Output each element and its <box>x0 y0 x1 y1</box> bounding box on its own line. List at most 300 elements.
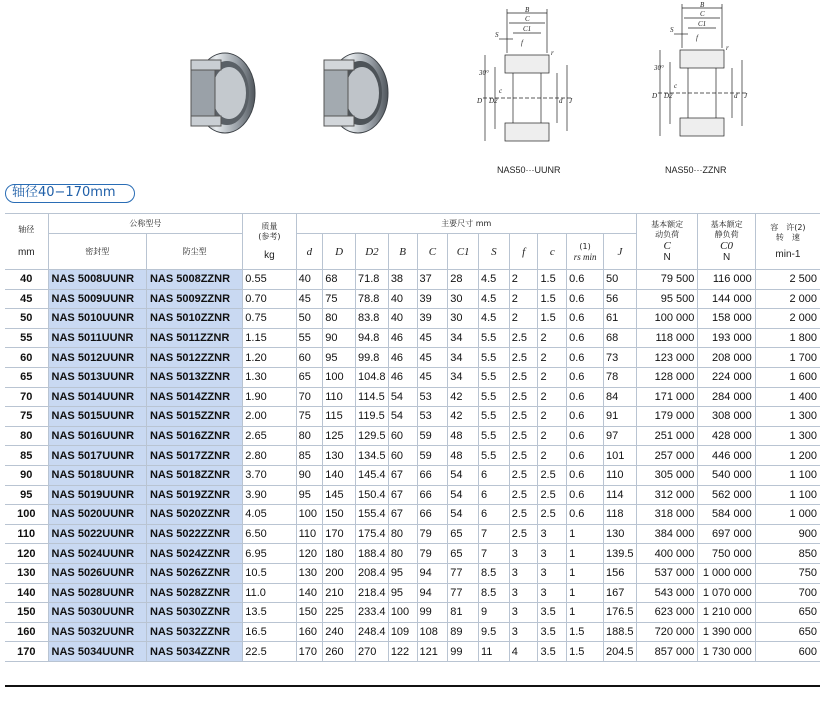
cell-B: 95 <box>388 563 417 583</box>
cell-S: 9.5 <box>479 622 510 642</box>
header-dyn-load: 基本额定 动负荷 C N <box>636 214 698 270</box>
cell-speed: 1 100 <box>755 485 820 505</box>
cell-C: 39 <box>417 309 448 329</box>
cell-model-dustproof: NAS 5012ZZNR <box>146 348 242 368</box>
cell-B: 80 <box>388 524 417 544</box>
cell-J: 139.5 <box>604 544 637 564</box>
cell-f: 2.5 <box>509 505 538 525</box>
cell-dyn-load: 720 000 <box>636 622 698 642</box>
cell-c: 2 <box>538 328 567 348</box>
dim-C1-2: C1 <box>698 20 707 28</box>
cell-mass: 2.00 <box>243 407 296 427</box>
dim-B-2: B <box>700 1 705 9</box>
cell-D: 95 <box>323 348 356 368</box>
cell-D2: 129.5 <box>356 426 389 446</box>
cell-c: 2.5 <box>538 485 567 505</box>
cell-f: 2 <box>509 289 538 309</box>
cell-J: 204.5 <box>604 642 637 662</box>
cell-c: 2 <box>538 426 567 446</box>
cell-stat-load: 193 000 <box>698 328 755 348</box>
cell-dyn-load: 857 000 <box>636 642 698 662</box>
cell-mass: 6.95 <box>243 544 296 564</box>
cell-C1: 28 <box>448 270 479 290</box>
cell-C1: 30 <box>448 309 479 329</box>
cell-shaft: 65 <box>5 367 48 387</box>
cell-shaft: 140 <box>5 583 48 603</box>
cell-mass: 3.90 <box>243 485 296 505</box>
cell-f: 2.5 <box>509 367 538 387</box>
cell-c: 3 <box>538 583 567 603</box>
cell-C: 53 <box>417 387 448 407</box>
cell-J: 84 <box>604 387 637 407</box>
cell-B: 60 <box>388 426 417 446</box>
cell-model-dustproof: NAS 5010ZZNR <box>146 309 242 329</box>
cell-model-sealed: NAS 5011UUNR <box>48 328 146 348</box>
cell-B: 80 <box>388 544 417 564</box>
cell-D2: 248.4 <box>356 622 389 642</box>
table-row <box>5 544 820 564</box>
cell-model-dustproof: NAS 5014ZZNR <box>146 387 242 407</box>
cell-B: 46 <box>388 328 417 348</box>
cell-D2: 175.4 <box>356 524 389 544</box>
cell-shaft: 70 <box>5 387 48 407</box>
table-row <box>5 524 820 544</box>
cell-C1: 54 <box>448 505 479 525</box>
table-row <box>5 387 820 407</box>
cell-D: 90 <box>323 328 356 348</box>
cell-S: 8.5 <box>479 583 510 603</box>
cell-model-sealed: NAS 5013UUNR <box>48 367 146 387</box>
cell-C: 79 <box>417 544 448 564</box>
cell-d: 110 <box>296 524 323 544</box>
cell-speed: 1 600 <box>755 367 820 387</box>
cell-mass: 0.70 <box>243 289 296 309</box>
table-row <box>5 270 820 290</box>
cell-model-sealed: NAS 5012UUNR <box>48 348 146 368</box>
cell-model-dustproof: NAS 5019ZZNR <box>146 485 242 505</box>
cell-C: 53 <box>417 407 448 427</box>
cell-B: 67 <box>388 465 417 485</box>
cell-J: 101 <box>604 446 637 466</box>
cell-dyn-load: 312 000 <box>636 485 698 505</box>
cell-mass: 11.0 <box>243 583 296 603</box>
dim-C-2: C <box>700 10 705 18</box>
cell-S: 4.5 <box>479 309 510 329</box>
cell-d: 50 <box>296 309 323 329</box>
cell-D: 140 <box>323 465 356 485</box>
dim-f-2: f <box>696 34 698 42</box>
cell-mass: 1.30 <box>243 367 296 387</box>
cell-shaft: 85 <box>5 446 48 466</box>
cell-model-dustproof: NAS 5024ZZNR <box>146 544 242 564</box>
cell-speed: 1 700 <box>755 348 820 368</box>
cell-S: 6 <box>479 485 510 505</box>
dim-angle: 30° <box>479 69 489 77</box>
cell-d: 120 <box>296 544 323 564</box>
cell-C1: 81 <box>448 603 479 623</box>
caption-uunr: NAS50···UUNR <box>497 165 561 175</box>
cell-D: 170 <box>323 524 356 544</box>
cell-rs: 0.6 <box>567 485 604 505</box>
cell-d: 140 <box>296 583 323 603</box>
dim-D2-2: D2 <box>664 92 673 100</box>
cell-speed: 1 100 <box>755 465 820 485</box>
cell-speed: 2 500 <box>755 270 820 290</box>
cell-C1: 42 <box>448 407 479 427</box>
cell-J: 56 <box>604 289 637 309</box>
cell-C: 121 <box>417 642 448 662</box>
cell-shaft: 170 <box>5 642 48 662</box>
cell-rs: 0.6 <box>567 387 604 407</box>
dim-J: J <box>569 97 573 105</box>
dim-C1: C1 <box>523 25 532 33</box>
cell-rs: 1 <box>567 603 604 623</box>
cell-D2: 145.4 <box>356 465 389 485</box>
cell-B: 40 <box>388 289 417 309</box>
cell-model-sealed: NAS 5034UUNR <box>48 642 146 662</box>
cell-C1: 48 <box>448 446 479 466</box>
cell-D: 180 <box>323 544 356 564</box>
cell-B: 54 <box>388 387 417 407</box>
cell-D2: 270 <box>356 642 389 662</box>
cell-C: 59 <box>417 426 448 446</box>
cell-stat-load: 308 000 <box>698 407 755 427</box>
cell-J: 68 <box>604 328 637 348</box>
cell-C: 94 <box>417 563 448 583</box>
cell-C1: 54 <box>448 485 479 505</box>
cell-speed: 2 000 <box>755 289 820 309</box>
cell-model-dustproof: NAS 5026ZZNR <box>146 563 242 583</box>
cell-dyn-load: 171 000 <box>636 387 698 407</box>
cell-D: 115 <box>323 407 356 427</box>
cell-c: 3.5 <box>538 622 567 642</box>
cell-B: 46 <box>388 348 417 368</box>
section-tag: 轴径40−170mm <box>5 184 135 203</box>
table-row <box>5 348 820 368</box>
dim-r: r <box>551 49 554 57</box>
cell-D2: 71.8 <box>356 270 389 290</box>
cell-speed: 2 000 <box>755 309 820 329</box>
cell-shaft: 45 <box>5 289 48 309</box>
cell-c: 2 <box>538 348 567 368</box>
table-row <box>5 563 820 583</box>
cell-J: 156 <box>604 563 637 583</box>
cell-c: 3 <box>538 563 567 583</box>
cell-c: 2 <box>538 446 567 466</box>
cell-D: 68 <box>323 270 356 290</box>
cell-C1: 77 <box>448 563 479 583</box>
cell-model-dustproof: NAS 5009ZZNR <box>146 289 242 309</box>
cell-mass: 6.50 <box>243 524 296 544</box>
cell-D: 260 <box>323 642 356 662</box>
cell-J: 118 <box>604 505 637 525</box>
cell-d: 150 <box>296 603 323 623</box>
cell-model-dustproof: NAS 5011ZZNR <box>146 328 242 348</box>
cell-S: 4.5 <box>479 270 510 290</box>
cell-mass: 16.5 <box>243 622 296 642</box>
cell-rs: 1.5 <box>567 642 604 662</box>
cell-C: 45 <box>417 348 448 368</box>
cell-speed: 850 <box>755 544 820 564</box>
cell-f: 2.5 <box>509 485 538 505</box>
cell-d: 90 <box>296 465 323 485</box>
dim-D: D <box>477 97 483 105</box>
dim-C: C <box>525 15 530 23</box>
cell-B: 95 <box>388 583 417 603</box>
dim-J-2: J <box>744 92 748 100</box>
cell-f: 2.5 <box>509 446 538 466</box>
cell-S: 7 <box>479 524 510 544</box>
cell-shaft: 110 <box>5 524 48 544</box>
cell-shaft: 50 <box>5 309 48 329</box>
cell-C1: 89 <box>448 622 479 642</box>
spec-table <box>5 213 820 662</box>
dim-c: c <box>499 87 503 95</box>
cell-C: 94 <box>417 583 448 603</box>
cell-S: 5.5 <box>479 367 510 387</box>
cell-rs: 0.6 <box>567 465 604 485</box>
cell-S: 6 <box>479 505 510 525</box>
table-row <box>5 465 820 485</box>
dim-d-2: d <box>734 92 738 100</box>
cell-model-sealed: NAS 5030UUNR <box>48 603 146 623</box>
cell-mass: 2.80 <box>243 446 296 466</box>
cell-S: 5.5 <box>479 328 510 348</box>
table-row <box>5 622 820 642</box>
cell-S: 5.5 <box>479 407 510 427</box>
cell-d: 95 <box>296 485 323 505</box>
cell-stat-load: 428 000 <box>698 426 755 446</box>
cell-stat-load: 144 000 <box>698 289 755 309</box>
header-dustproof: 防尘型 <box>146 234 242 270</box>
header-rs: (1) rs min <box>567 234 604 270</box>
cell-d: 85 <box>296 446 323 466</box>
cell-model-dustproof: NAS 5032ZZNR <box>146 622 242 642</box>
table-row <box>5 446 820 466</box>
cell-J: 78 <box>604 367 637 387</box>
cell-C1: 42 <box>448 387 479 407</box>
cell-B: 46 <box>388 367 417 387</box>
cell-d: 70 <box>296 387 323 407</box>
cell-c: 1.5 <box>538 309 567 329</box>
cell-stat-load: 1 210 000 <box>698 603 755 623</box>
cell-D2: 150.4 <box>356 485 389 505</box>
cell-rs: 0.6 <box>567 505 604 525</box>
table-row <box>5 289 820 309</box>
cell-d: 65 <box>296 367 323 387</box>
cell-model-sealed: NAS 5018UUNR <box>48 465 146 485</box>
cell-rs: 1 <box>567 563 604 583</box>
header-B: B <box>388 234 417 270</box>
bearing-photo-zznr <box>318 48 390 138</box>
cell-J: 176.5 <box>604 603 637 623</box>
cell-f: 2.5 <box>509 426 538 446</box>
cell-dyn-load: 118 000 <box>636 328 698 348</box>
cell-D: 80 <box>323 309 356 329</box>
cell-rs: 0.6 <box>567 289 604 309</box>
cell-stat-load: 1 000 000 <box>698 563 755 583</box>
header-J: J <box>604 234 637 270</box>
cell-f: 2.5 <box>509 387 538 407</box>
cell-D: 210 <box>323 583 356 603</box>
cell-model-sealed: NAS 5015UUNR <box>48 407 146 427</box>
cell-shaft: 80 <box>5 426 48 446</box>
header-model-group: 公称型号 <box>48 214 243 234</box>
cell-S: 6 <box>479 465 510 485</box>
bearing-photo-uunr <box>185 48 257 138</box>
cell-J: 73 <box>604 348 637 368</box>
cell-D2: 104.8 <box>356 367 389 387</box>
cell-S: 7 <box>479 544 510 564</box>
dim-D-2: D <box>652 92 658 100</box>
cell-dyn-load: 623 000 <box>636 603 698 623</box>
cell-c: 1.5 <box>538 289 567 309</box>
cell-B: 54 <box>388 407 417 427</box>
table-row <box>5 642 820 662</box>
cell-stat-load: 540 000 <box>698 465 755 485</box>
cell-C1: 65 <box>448 544 479 564</box>
cell-mass: 0.75 <box>243 309 296 329</box>
cell-rs: 0.6 <box>567 367 604 387</box>
cell-rs: 0.6 <box>567 348 604 368</box>
cell-D: 75 <box>323 289 356 309</box>
cell-speed: 650 <box>755 603 820 623</box>
header-D: D <box>323 234 356 270</box>
header-d: d <box>296 234 323 270</box>
cell-D2: 119.5 <box>356 407 389 427</box>
cell-f: 2.5 <box>509 348 538 368</box>
cell-B: 109 <box>388 622 417 642</box>
cell-stat-load: 284 000 <box>698 387 755 407</box>
cell-model-sealed: NAS 5017UUNR <box>48 446 146 466</box>
header-c: c <box>538 234 567 270</box>
cell-rs: 0.6 <box>567 446 604 466</box>
cell-model-dustproof: NAS 5022ZZNR <box>146 524 242 544</box>
cell-C1: 54 <box>448 465 479 485</box>
cell-rs: 0.6 <box>567 270 604 290</box>
cell-d: 130 <box>296 563 323 583</box>
cell-d: 45 <box>296 289 323 309</box>
header-S: S <box>479 234 510 270</box>
cell-J: 167 <box>604 583 637 603</box>
dim-S-2: S <box>670 26 674 34</box>
cell-model-dustproof: NAS 5013ZZNR <box>146 367 242 387</box>
cell-speed: 1 300 <box>755 426 820 446</box>
cell-D2: 188.4 <box>356 544 389 564</box>
table-row <box>5 328 820 348</box>
cell-shaft: 150 <box>5 603 48 623</box>
cell-shaft: 120 <box>5 544 48 564</box>
cell-model-dustproof: NAS 5020ZZNR <box>146 505 242 525</box>
cell-J: 188.5 <box>604 622 637 642</box>
cell-stat-load: 158 000 <box>698 309 755 329</box>
cell-C1: 77 <box>448 583 479 603</box>
header-shaft: 轴径 mm <box>5 214 48 270</box>
cell-shaft: 90 <box>5 465 48 485</box>
cell-C1: 99 <box>448 642 479 662</box>
cell-J: 50 <box>604 270 637 290</box>
cell-D: 130 <box>323 446 356 466</box>
cell-C: 99 <box>417 603 448 623</box>
cell-dyn-load: 95 500 <box>636 289 698 309</box>
cell-model-dustproof: NAS 5016ZZNR <box>146 426 242 446</box>
header-mass: 质量 (参考) kg <box>243 214 296 270</box>
cell-stat-load: 1 730 000 <box>698 642 755 662</box>
cell-C1: 34 <box>448 348 479 368</box>
cell-D: 225 <box>323 603 356 623</box>
dim-angle-2: 30° <box>654 64 664 72</box>
table-row <box>5 505 820 525</box>
cell-speed: 750 <box>755 563 820 583</box>
cell-shaft: 75 <box>5 407 48 427</box>
cell-J: 130 <box>604 524 637 544</box>
cell-c: 2 <box>538 367 567 387</box>
cell-rs: 1 <box>567 524 604 544</box>
cell-J: 61 <box>604 309 637 329</box>
section-diagram-uunr <box>455 5 585 160</box>
cell-dyn-load: 128 000 <box>636 367 698 387</box>
cell-dyn-load: 79 500 <box>636 270 698 290</box>
cell-D2: 208.4 <box>356 563 389 583</box>
cell-dyn-load: 543 000 <box>636 583 698 603</box>
cell-dyn-load: 305 000 <box>636 465 698 485</box>
header-dims-group: 主要尺寸 mm <box>296 214 636 234</box>
cell-dyn-load: 251 000 <box>636 426 698 446</box>
cell-d: 55 <box>296 328 323 348</box>
cell-stat-load: 1 390 000 <box>698 622 755 642</box>
cell-D2: 99.8 <box>356 348 389 368</box>
cell-d: 40 <box>296 270 323 290</box>
cell-D2: 114.5 <box>356 387 389 407</box>
header-C: C <box>417 234 448 270</box>
cell-stat-load: 116 000 <box>698 270 755 290</box>
cell-speed: 600 <box>755 642 820 662</box>
cell-speed: 700 <box>755 583 820 603</box>
cell-speed: 1 800 <box>755 328 820 348</box>
cell-J: 114 <box>604 485 637 505</box>
cell-mass: 4.05 <box>243 505 296 525</box>
cell-D: 100 <box>323 367 356 387</box>
cell-stat-load: 584 000 <box>698 505 755 525</box>
cell-speed: 1 200 <box>755 446 820 466</box>
cell-model-dustproof: NAS 5028ZZNR <box>146 583 242 603</box>
dim-f: f <box>521 39 523 47</box>
cell-model-dustproof: NAS 5015ZZNR <box>146 407 242 427</box>
cell-f: 2.5 <box>509 465 538 485</box>
cell-shaft: 100 <box>5 505 48 525</box>
cell-model-sealed: NAS 5019UUNR <box>48 485 146 505</box>
cell-D: 145 <box>323 485 356 505</box>
cell-f: 3 <box>509 563 538 583</box>
cell-D: 110 <box>323 387 356 407</box>
cell-rs: 0.6 <box>567 407 604 427</box>
cell-speed: 650 <box>755 622 820 642</box>
cell-f: 3 <box>509 603 538 623</box>
cell-model-sealed: NAS 5022UUNR <box>48 524 146 544</box>
cell-shaft: 130 <box>5 563 48 583</box>
cell-stat-load: 208 000 <box>698 348 755 368</box>
header-speed: 容 许(2) 转 速 min-1 <box>755 214 820 270</box>
cell-C1: 34 <box>448 367 479 387</box>
dim-d: d <box>559 97 563 105</box>
cell-S: 5.5 <box>479 446 510 466</box>
cell-model-sealed: NAS 5008UUNR <box>48 270 146 290</box>
cell-D: 150 <box>323 505 356 525</box>
cell-stat-load: 750 000 <box>698 544 755 564</box>
cell-C1: 65 <box>448 524 479 544</box>
cell-model-dustproof: NAS 5008ZZNR <box>146 270 242 290</box>
cell-c: 2 <box>538 407 567 427</box>
